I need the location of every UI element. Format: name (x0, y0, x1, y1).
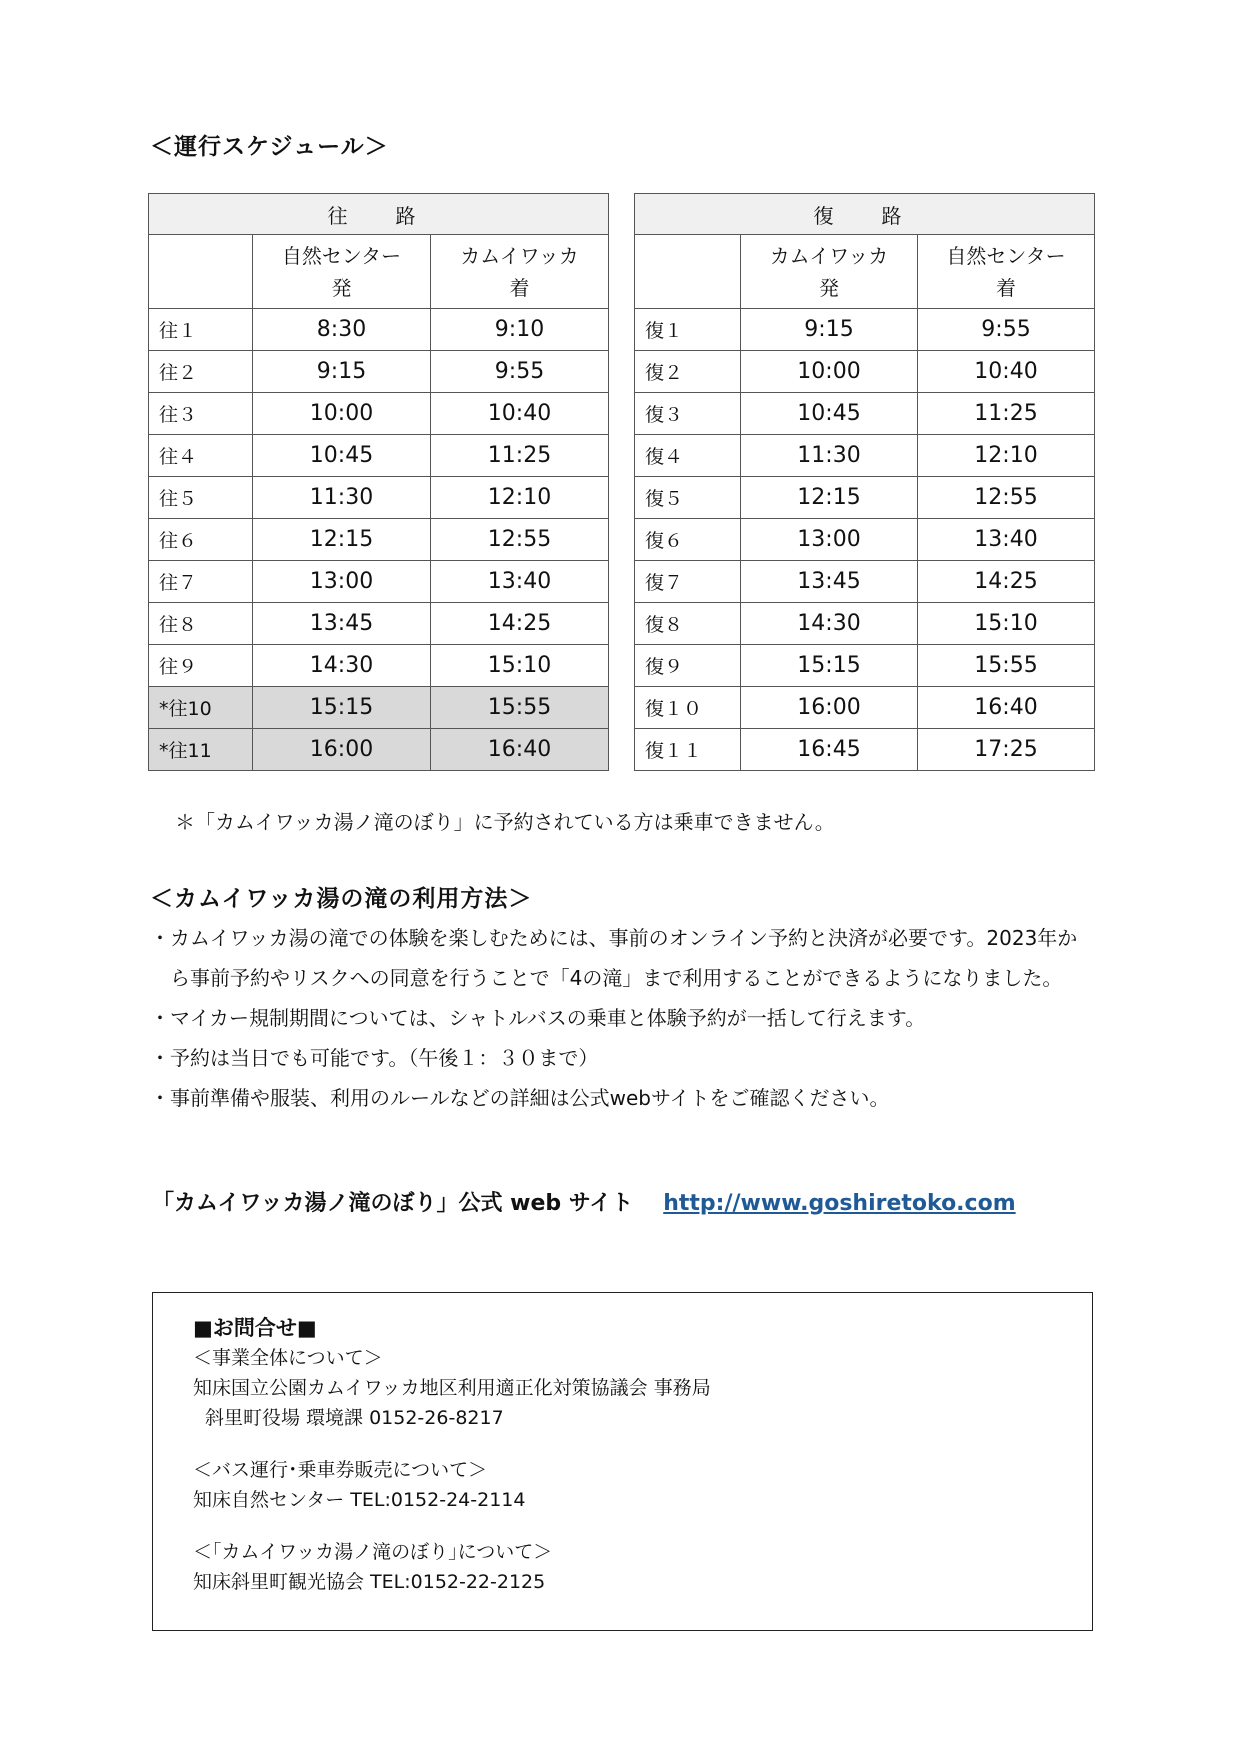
table-row (635, 309, 1095, 351)
contact-general-heading: ＜事業全体について＞ (193, 1347, 383, 1369)
departure-time: 10:00 (741, 351, 918, 393)
arrival-time: 11:25 (431, 435, 609, 477)
arrival-time: 15:55 (918, 645, 1095, 687)
table-row (635, 687, 1095, 729)
arrival-time: 12:10 (431, 477, 609, 519)
table-row (635, 603, 1095, 645)
arrival-time: 14:25 (918, 561, 1095, 603)
table-row (149, 435, 609, 477)
table-row (635, 477, 1095, 519)
table-row (635, 729, 1095, 771)
trip-label: 復１０ (635, 687, 741, 729)
departure-time: 9:15 (741, 309, 918, 351)
table-row (149, 393, 609, 435)
trip-label: 往１ (149, 309, 253, 351)
list-item (150, 1038, 1090, 1078)
contact-tour-heading: ＜｢カムイワッカ湯ノ滝のぼり｣について＞ (193, 1541, 553, 1563)
arrival-time: 10:40 (918, 351, 1095, 393)
contact-tour-detail: 知床斜里町観光協会 TEL:0152-22-2125 (193, 1571, 546, 1593)
trip-label: 復６ (635, 519, 741, 561)
reservation-note: ＊「カムイワッカ湯ノ滝のぼり」に予約されている方は乗車できません。 (175, 810, 835, 834)
outbound-corner-cell (149, 235, 253, 309)
trip-label: 復２ (635, 351, 741, 393)
arrival-time: 14:25 (431, 603, 609, 645)
trip-label: 往５ (149, 477, 253, 519)
trip-label: 往２ (149, 351, 253, 393)
contact-bus-heading: ＜バス運行･乗車券販売について＞ (193, 1459, 488, 1481)
table-row (149, 351, 609, 393)
arrival-time: 12:55 (918, 477, 1095, 519)
table-row (635, 561, 1095, 603)
table-row (149, 561, 609, 603)
trip-label: 復１ (635, 309, 741, 351)
inbound-corner-cell (635, 235, 741, 309)
contact-general-detail: 斜里町役場 環境課 0152-26-8217 (205, 1407, 504, 1429)
table-row (149, 309, 609, 351)
contact-general-org: 知床国立公園カムイワッカ地区利用適正化対策協議会 事務局 (193, 1377, 711, 1399)
outbound-title: 往 路 (149, 194, 609, 235)
departure-time: 13:45 (741, 561, 918, 603)
outbound-rows (149, 309, 609, 771)
trip-label: 復４ (635, 435, 741, 477)
trip-label: 往９ (149, 645, 253, 687)
arrival-time: 12:55 (431, 519, 609, 561)
list-item (150, 998, 1090, 1038)
departure-time: 8:30 (253, 309, 431, 351)
outbound-departure-header: 自然センター 発 (253, 235, 431, 309)
bullet-mark: ・ (150, 1086, 170, 1110)
list-item (150, 918, 1090, 998)
table-row (149, 603, 609, 645)
inbound-rows (635, 309, 1095, 771)
bullet-text: マイカー規制期間については、シャトルバスの乗車と体験予約が一括して行えます。 (170, 1006, 926, 1030)
inbound-title: 復 路 (635, 194, 1095, 235)
trip-label: 往３ (149, 393, 253, 435)
arrival-time: 15:10 (918, 603, 1095, 645)
arrival-time: 13:40 (431, 561, 609, 603)
departure-time: 13:00 (741, 519, 918, 561)
departure-time: 16:00 (741, 687, 918, 729)
list-item (150, 1078, 1090, 1118)
inbound-schedule-table (634, 193, 1095, 771)
trip-label: 復９ (635, 645, 741, 687)
departure-time: 11:30 (253, 477, 431, 519)
bullet-text: 事前準備や服装、利用のルールなどの詳細は公式webサイトをご確認ください。 (170, 1086, 890, 1110)
departure-time: 10:45 (741, 393, 918, 435)
bullet-text: カムイワッカ湯の滝での体験を楽しむためには、事前のオンライン予約と決済が必要です。2023年から事前予約やリスクへの同意を行うことで「4の滝」まで利用することができるようになりました。 (170, 926, 1078, 990)
trip-label: 往７ (149, 561, 253, 603)
departure-time: 13:45 (253, 603, 431, 645)
table-row (149, 645, 609, 687)
table-row (635, 351, 1095, 393)
contact-bus-detail: 知床自然センター TEL:0152-24-2114 (193, 1489, 526, 1511)
departure-time: 12:15 (741, 477, 918, 519)
arrival-time: 13:40 (918, 519, 1095, 561)
outbound-arrival-header: カムイワッカ 着 (431, 235, 609, 309)
table-row (149, 687, 609, 729)
usage-heading: ＜カムイワッカ湯の滝の利用方法＞ (150, 886, 533, 912)
table-row (635, 645, 1095, 687)
table-row (635, 393, 1095, 435)
trip-label: 復１１ (635, 729, 741, 771)
departure-time: 14:30 (253, 645, 431, 687)
arrival-time: 10:40 (431, 393, 609, 435)
departure-time: 16:45 (741, 729, 918, 771)
schedule-heading: ＜運行スケジュール＞ (150, 134, 389, 160)
departure-time: 12:15 (253, 519, 431, 561)
arrival-time: 15:55 (431, 687, 609, 729)
arrival-time: 12:10 (918, 435, 1095, 477)
departure-time: 14:30 (741, 603, 918, 645)
trip-label: 往８ (149, 603, 253, 645)
arrival-time: 15:10 (431, 645, 609, 687)
departure-time: 11:30 (741, 435, 918, 477)
arrival-time: 9:55 (918, 309, 1095, 351)
trip-label: 復８ (635, 603, 741, 645)
official-site-label: 「カムイワッカ湯ノ滝のぼり」公式 web サイト (152, 1191, 634, 1216)
contact-title: ■お問合せ■ (193, 1316, 317, 1340)
departure-time: 13:00 (253, 561, 431, 603)
bullet-text: 予約は当日でも可能です。（午後１：３０まで） (170, 1046, 599, 1070)
contact-box (152, 1292, 1093, 1631)
arrival-time: 9:10 (431, 309, 609, 351)
bullet-mark: ・ (150, 1046, 170, 1070)
bullet-mark: ・ (150, 926, 170, 950)
trip-label: 復５ (635, 477, 741, 519)
table-row (635, 519, 1095, 561)
departure-time: 15:15 (741, 645, 918, 687)
departure-time: 9:15 (253, 351, 431, 393)
departure-time: 10:45 (253, 435, 431, 477)
trip-label: 復３ (635, 393, 741, 435)
official-site-link[interactable]: http://www.goshiretoko.com (663, 1191, 1016, 1216)
arrival-time: 9:55 (431, 351, 609, 393)
contact-content (193, 1313, 711, 1597)
bullet-mark: ・ (150, 1006, 170, 1030)
official-site-line (152, 1186, 1016, 1217)
trip-label: 往６ (149, 519, 253, 561)
departure-time: 16:00 (253, 729, 431, 771)
inbound-departure-header: カムイワッカ 発 (741, 235, 918, 309)
table-row (149, 729, 609, 771)
trip-label: *往10 (149, 687, 253, 729)
usage-bullets (150, 918, 1090, 1118)
table-row (635, 435, 1095, 477)
departure-time: 10:00 (253, 393, 431, 435)
arrival-time: 16:40 (918, 687, 1095, 729)
trip-label: *往11 (149, 729, 253, 771)
arrival-time: 16:40 (431, 729, 609, 771)
table-row (149, 477, 609, 519)
table-row (149, 519, 609, 561)
trip-label: 復７ (635, 561, 741, 603)
outbound-schedule-table (148, 193, 609, 771)
arrival-time: 17:25 (918, 729, 1095, 771)
arrival-time: 11:25 (918, 393, 1095, 435)
departure-time: 15:15 (253, 687, 431, 729)
trip-label: 往４ (149, 435, 253, 477)
inbound-arrival-header: 自然センター 着 (918, 235, 1095, 309)
